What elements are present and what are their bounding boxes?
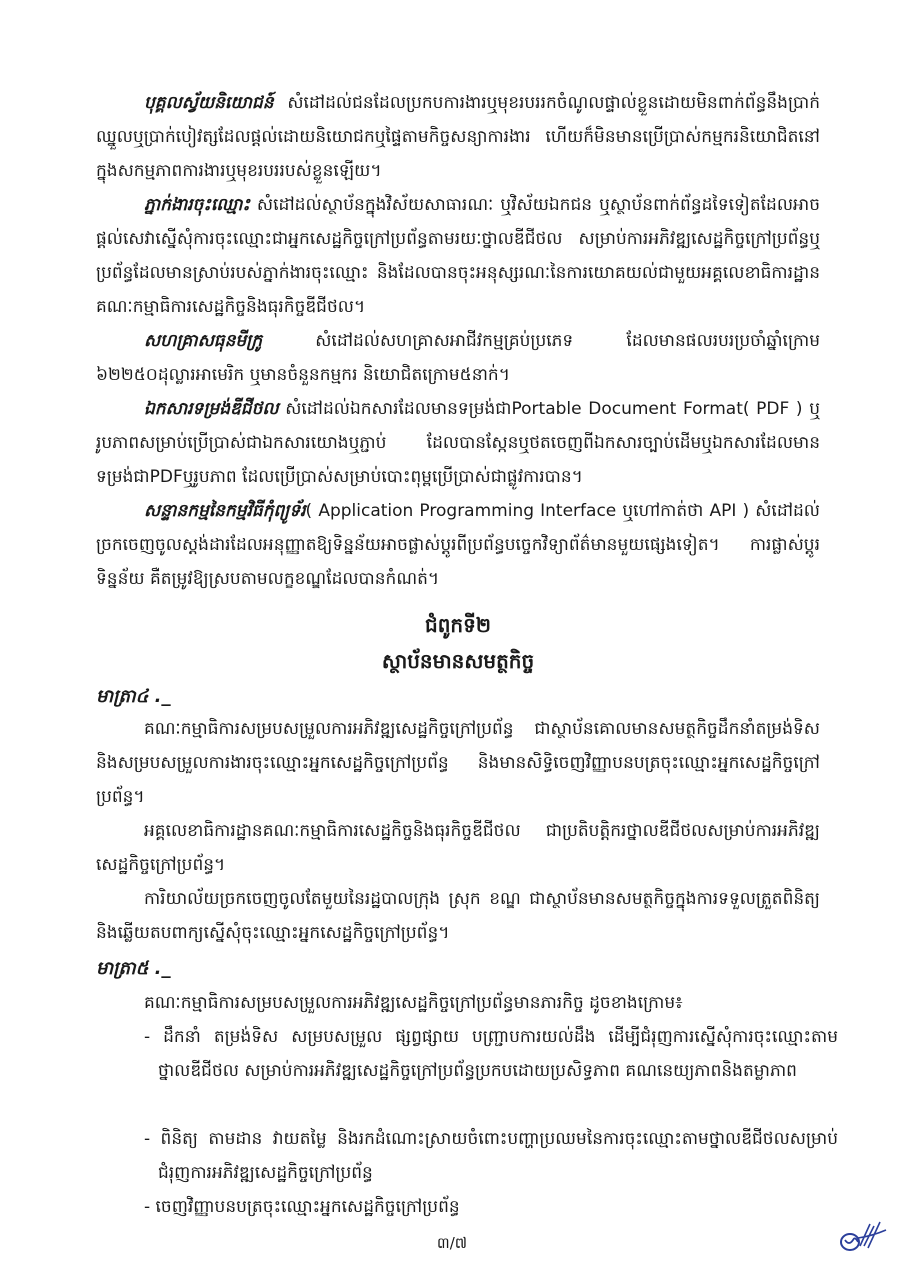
article-4-paragraph: គណៈកម្មាធិការសម្របសម្រួលការអភិវឌ្ឍសេដ្ឋកិច្ចក្រៅប្រព័ន្ធ ជាស្ថាប័នគោលមានសមត្ថកិច្ចដឹកនាំតម្រង់ទិស និងសម្របសម្រួលការងារចុះឈ្មោះអ្នកសេដ្ឋកិច្ចក្រៅប្រព័ន្ធ និងមានសិទ្ធិចេញវិញ្ញាបនបត្រចុះឈ្មោះអ្នកសេដ្ឋកិច្ចក្រៅប្រព័ន្ធ។ bbox=[96, 719, 820, 807]
article-5-heading: មាត្រា៥ ._ bbox=[96, 958, 171, 979]
definition-term: សន្ទានកម្មនៃកម្មវិធីកុំព្យូទ័រ bbox=[144, 501, 306, 521]
definition-text: សំដៅដល់សហគ្រាសអាជីវកម្មគ្រប់ប្រភេទ ដែលមានផលរបរប្រចាំឆ្នាំក្រោម ៦២២៥០ដុល្លារអាមេរិក ឬមានចំនួនកម្មករ និយោជិតក្រោម៥នាក់។ bbox=[96, 331, 820, 385]
chapter-number: ជំពូកទី២ bbox=[425, 613, 491, 637]
definition-digital-document bbox=[96, 392, 820, 494]
definition-registration-agent bbox=[96, 188, 820, 324]
article-4-heading: មាត្រា៤ ._ bbox=[96, 686, 171, 707]
definition-text: ( Application Programming Interface ឬហៅកាត់ថា API ) សំដៅដល់ច្រកចេញចូលស្តង់ដារដែលអនុញ្ញាតឱ្យទិន្នន័យអាចផ្លាស់ប្តូរពីប្រព័ន្ធបច្ចេកវិទ្យាព័ត៌មានមួយផ្សេងទៀត។ ការផ្លាស់ប្តូរទិន្នន័យ គឺតម្រូវឱ្យស្របតាមលក្ខខណ្ឌដែលបានកំណត់។ bbox=[96, 501, 820, 589]
article-5-bullet: - ពិនិត្យ តាមដាន វាយតម្លៃ និងរកដំណោះស្រាយចំពោះបញ្ហាប្រឈមនៃការចុះឈ្មោះតាមថ្នាលឌីជីថលសម្រាប់ជំរុញការអភិវឌ្ឍសេដ្ឋកិច្ចក្រៅប្រព័ន្ធ bbox=[144, 1129, 838, 1183]
definition-api bbox=[96, 494, 820, 596]
chapter-title: ស្ថាប័នមានសមត្ថកិច្ច bbox=[381, 649, 535, 673]
definition-micro-enterprise bbox=[96, 324, 820, 392]
page-number: ៣/៧ bbox=[436, 1234, 468, 1252]
definition-term: បុគ្គលស្វ័យនិយោជន៍ bbox=[144, 93, 274, 113]
definition-text: សំដៅដល់ស្ថាប័នក្នុងវិស័យសាធារណៈ ឬវិស័យឯកជន ឬស្ថាប័នពាក់ព័ន្ធដទៃទៀតដែលអាចផ្ដល់សេវាស្នើសុំការចុះឈ្មោះជាអ្នកសេដ្ឋកិច្ចក្រៅប្រព័ន្ធតាមរយៈថ្នាលឌីជីថល សម្រាប់ការអភិវឌ្ឍសេដ្ឋកិច្ចក្រៅប្រព័ន្ធឬប្រព័ន្ធដែលមានស្រាប់របស់ភ្នាក់ងារចុះឈ្មោះ និងដែលបានចុះអនុស្សរណៈនៃការយោគយល់ជាមួយអគ្គលេខាធិការដ្ឋានគណៈកម្មាធិការសេដ្ឋកិច្ចនិងធុរកិច្ចឌីជីថល។ bbox=[96, 195, 820, 317]
article-4-paragraph: ការិយាល័យច្រកចេញចូលតែមួយនៃរដ្ឋបាលក្រុង ស្រុក ខណ្ឌ ជាស្ថាប័នមានសមត្ថកិច្ចក្នុងការទទួលត្រួតពិនិត្យនិងឆ្លើយតបពាក្យស្នើសុំចុះឈ្មោះអ្នកសេដ្ឋកិច្ចក្រៅប្រព័ន្ធ។ bbox=[96, 889, 820, 943]
definition-term: ភ្នាក់ងារចុះឈ្មោះ bbox=[144, 195, 250, 215]
article-4-paragraph: អគ្គលេខាធិការដ្ឋានគណៈកម្មាធិការសេដ្ឋកិច្ចនិងធុរកិច្ចឌីជីថល ជាប្រតិបត្តិករថ្នាលឌីជីថលសម្រាប់ការអភិវឌ្ឍសេដ្ឋកិច្ចក្រៅប្រព័ន្ធ។ bbox=[96, 821, 820, 875]
article-5-intro: គណៈកម្មាធិការសម្របសម្រួលការអភិវឌ្ឍសេដ្ឋកិច្ចក្រៅប្រព័ន្ធមានភារកិច្ច ដូចខាងក្រោម៖ bbox=[144, 993, 683, 1013]
definition-term: សហគ្រាសធុនមីក្រូ bbox=[144, 331, 263, 351]
initial-signature-icon bbox=[836, 1216, 892, 1260]
definition-self-employed bbox=[96, 86, 820, 188]
definition-term: ឯកសារទម្រង់ឌីជីថល bbox=[144, 399, 279, 419]
article-5-bullet: - ដឹកនាំ តម្រង់ទិស សម្របសម្រួល ផ្សព្វផ្សាយ បញ្ជ្រាបការយល់ដឹង ដើម្បីជំរុញការស្នើសុំការចុះឈ្មោះតាមថ្នាលឌីជីថល សម្រាប់ការអភិវឌ្ឍសេដ្ឋកិច្ចក្រៅប្រព័ន្ធប្រកបដោយប្រសិទ្ធភាព គណនេយ្យភាពនិងតម្លាភាព bbox=[144, 1027, 838, 1081]
definition-text: សំដៅដល់ជនដែលប្រកបការងារឬមុខរបររកចំណូលផ្ទាល់ខ្លួនដោយមិនពាក់ព័ន្ធនឹងប្រាក់ឈ្នួលឬប្រាក់បៀវត្សដែលផ្ដល់ដោយនិយោជកឬផ្ទៃតាមកិច្ចសន្យាការងារ ហើយក៏មិនមានប្រើប្រាស់កម្មករនិយោជិតនៅក្នុងសកម្មភាពការងារឬមុខរបររបស់ខ្លួនឡើយ។ bbox=[96, 93, 820, 181]
article-5-bullet: - ចេញវិញ្ញាបនបត្រចុះឈ្មោះអ្នកសេដ្ឋកិច្ចក្រៅប្រព័ន្ធ bbox=[144, 1197, 460, 1217]
definition-text: សំដៅដល់ឯកសារដែលមានទម្រង់ជាPortable Document Format( PDF ) ឬរូបភាពសម្រាប់ប្រើប្រាស់ជាឯកសារយោងឬភ្ជាប់ ដែលបានស្កែនឬថតចេញពីឯកសារច្បាប់ដើមឬឯកសារដែលមានទម្រង់ជាPDFឬរូបភាព ដែលប្រើប្រាស់សម្រាប់បោះពុម្ពប្រើប្រាស់ជាផ្លូវការបាន។ bbox=[96, 399, 820, 487]
